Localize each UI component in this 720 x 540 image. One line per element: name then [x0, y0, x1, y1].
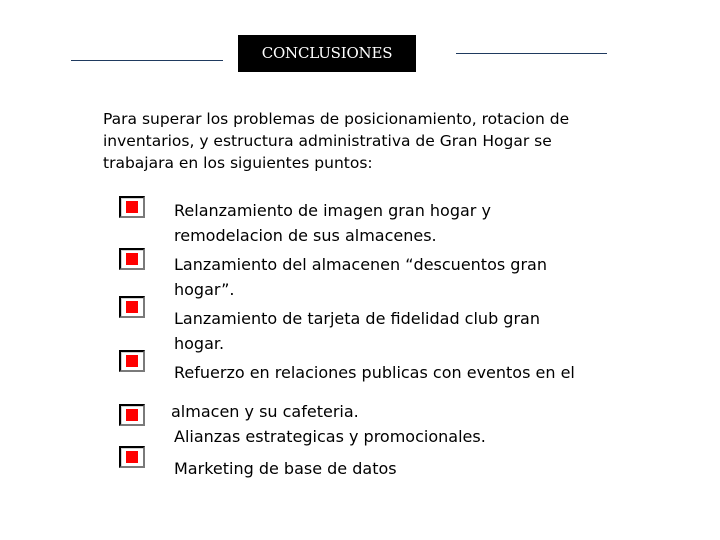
- bullet-square-icon: [119, 446, 145, 468]
- list-item-line: Relanzamiento de imagen gran hogar y: [174, 201, 491, 220]
- list-item-line: hogar.: [174, 334, 225, 353]
- list-item-marketing: [174, 456, 594, 481]
- list-item-relanzamiento: [174, 198, 594, 248]
- list-item-line: hogar”.: [174, 280, 235, 299]
- list-item-line: Refuerzo en relaciones publicas con eventos en el: [174, 363, 575, 382]
- intro-paragraph: Para superar los problemas de posicionamiento, rotacion de inventarios, y estructura administrativa de Gran Hogar se trabajara en los siguientes puntos:: [103, 110, 570, 172]
- bullet-square-icon: [119, 350, 145, 372]
- list-item-alianzas: [174, 424, 594, 449]
- bullet-square-icon: [119, 196, 145, 218]
- title-rule-right: [456, 53, 607, 54]
- list-item-line: Lanzamiento del almacenen “descuentos gran: [174, 255, 547, 274]
- bullet-square-icon: [119, 404, 145, 426]
- slide-title: CONCLUSIONES: [238, 35, 416, 72]
- list-item-line: Lanzamiento de tarjeta de fidelidad club gran: [174, 309, 540, 328]
- list-item-lanzamiento-almacen: [174, 252, 594, 302]
- title-rule-left: [71, 60, 223, 61]
- list-item-tarjeta-fidelidad: [174, 306, 594, 356]
- list-item-relaciones-publicas: [171, 360, 594, 424]
- list-item-line: remodelacion de sus almacenes.: [174, 226, 437, 245]
- bullet-square-icon: [119, 248, 145, 270]
- bullet-square-icon: [119, 296, 145, 318]
- list-item-line: Alianzas estrategicas y promocionales.: [174, 427, 486, 446]
- list-item-line: Marketing de base de datos: [174, 459, 397, 478]
- list-item-line: almacen y su cafeteria.: [171, 402, 359, 421]
